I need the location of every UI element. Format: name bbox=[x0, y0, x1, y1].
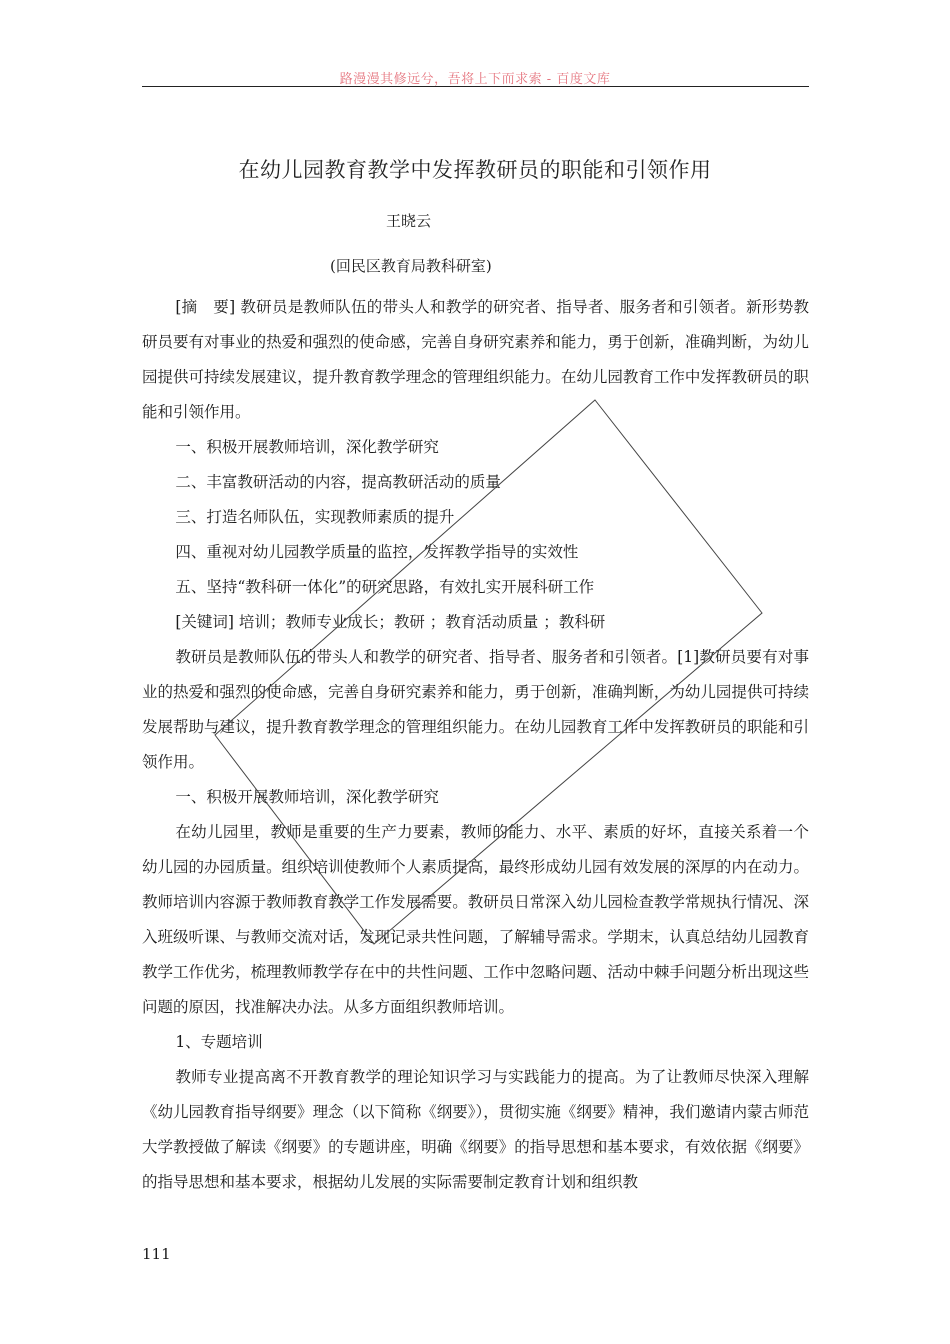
outline-item-5: 五、坚持“教科研一体化”的研究思路，有效扎实开展科研工作 bbox=[175, 578, 595, 596]
header-rule bbox=[142, 86, 809, 87]
intro-paragraph: 教研员是教师队伍的带头人和教学的研究者、指导者、服务者和引领者。[1]教研员要有对事业的热爱和强烈的使命感，完善自身研究素养和能力，勇于创新，准确判断，为幼儿园提供可持续发展帮助与建议，提升教育教学理念的管理组织能力。在幼儿园教育工作中发挥教研员的职能和引领作用。 bbox=[142, 648, 809, 771]
outline-item-4: 四、重视对幼儿园教学质量的监控，发挥教学指导的实效性 bbox=[175, 543, 579, 561]
header-banner: 路漫漫其修远兮，吾将上下而求索 - 百度文库 bbox=[339, 72, 611, 87]
article-author: 王晓云 bbox=[386, 212, 432, 230]
subsection-1-paragraph: 教师专业提高离不开教育教学的理论知识学习与实践能力的提高。为了让教师尽快深入理解《幼儿园教育指导纲要》理念（以下简称《纲要》），贯彻实施《纲要》精神，我们邀请内蒙古师范大学教授做了解读《纲要》的专题讲座，明确《纲要》的指导思想和基本要求，有效依据《纲要》的指导思想和基本要求，根据幼儿发展的实际需要制定教育计划和组织教 bbox=[142, 1068, 809, 1191]
article-affiliation: (回民区教育局教科研室) bbox=[330, 257, 492, 275]
section-1-paragraph: 在幼儿园里，教师是重要的生产力要素，教师的能力、水平、素质的好坏，直接关系着一个幼儿园的办园质量。组织培训使教师个人素质提高，最终形成幼儿园有效发展的深厚的内在动力。 教师培训内容源于教师教育教学工作发展需要。教研员日常深入幼儿园检查教学常规执行情况、深入班级听课、与教师交流对话，发现记录共性问题，了解辅导需求。学期末，认真总结幼儿园教育教学工作优劣，梳理教师教学存在中的共性问题、工作中忽略问题、活动中棘手问题分析出现这些问题的原因，找准解决办法。从多方面组织教师培训。 bbox=[142, 823, 809, 1016]
outline-item-1: 一、积极开展教师培训，深化教学研究 bbox=[175, 438, 439, 456]
abstract-paragraph: [摘 要] 教研员是教师队伍的带头人和教学的研究者、指导者、服务者和引领者。新形势教研员要有对事业的热爱和强烈的使命感，完善自身研究素养和能力，勇于创新，准确判断，为幼儿园提供可持续发展建议，提升教育教学理念的管理组织能力。在幼儿园教育工作中发挥教研员的职能和引领作用。 bbox=[142, 298, 809, 421]
outline-item-3: 三、打造名师队伍，实现教师素质的提升 bbox=[175, 508, 455, 526]
keywords-line: [关键词] 培训；教师专业成长；教研 ；教育活动质量 ；教科研 bbox=[175, 613, 606, 631]
section-1-heading: 一、积极开展教师培训，深化教学研究 bbox=[175, 788, 439, 806]
outline-item-2: 二、丰富教研活动的内容，提高教研活动的质量 bbox=[175, 473, 501, 491]
article-title: 在幼儿园教育教学中发挥教研员的职能和引领作用 bbox=[238, 158, 712, 182]
subsection-1-heading: 1、专题培训 bbox=[175, 1033, 263, 1051]
page-number: 111 bbox=[142, 1245, 171, 1263]
article-body bbox=[142, 290, 809, 1200]
